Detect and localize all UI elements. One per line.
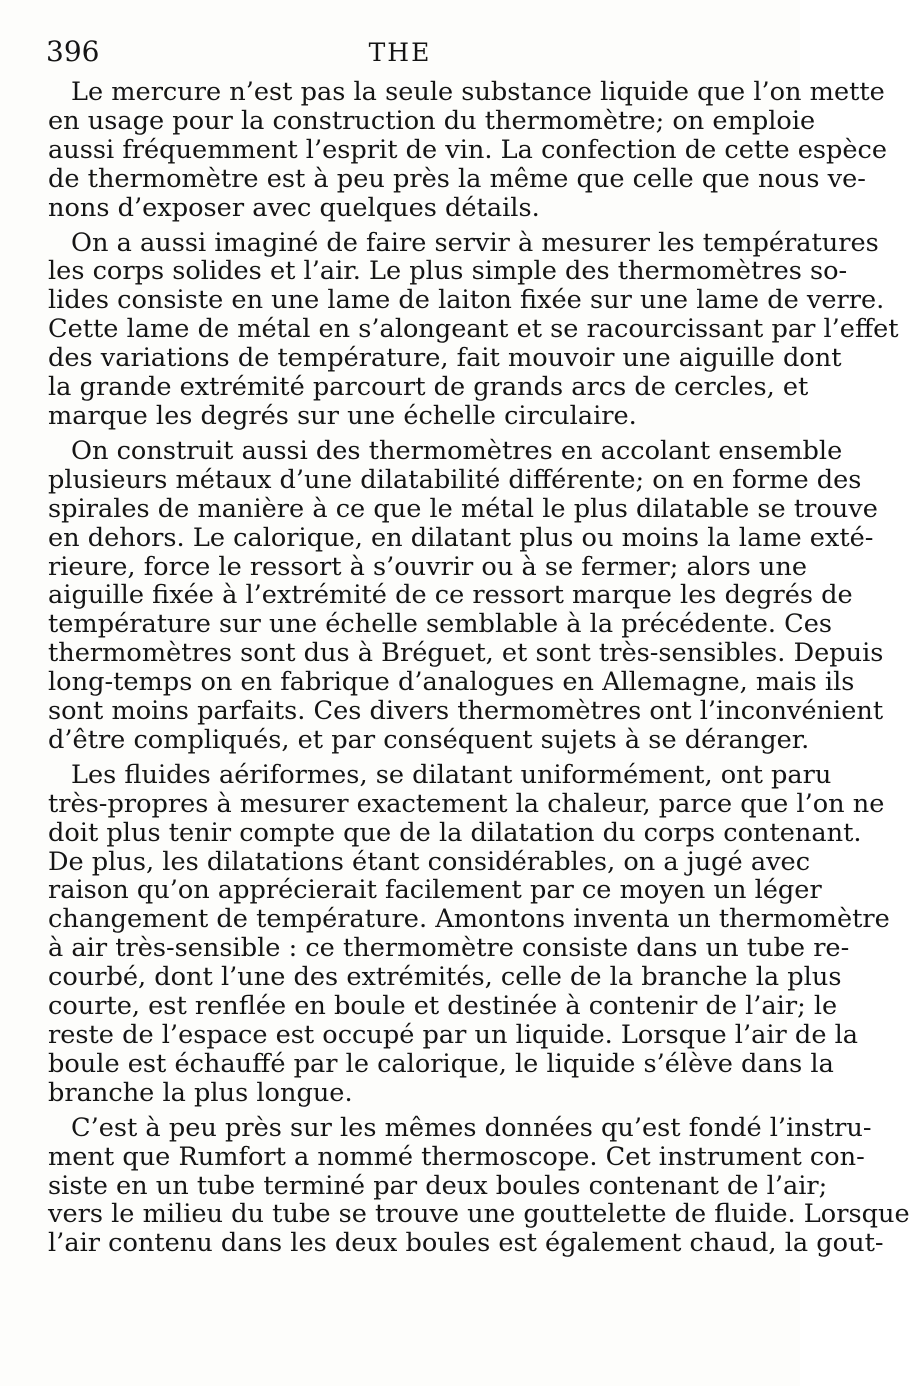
page-header [46,36,754,76]
text-line: très-propres à mesurer exactement la chaleur, parce que l’on ne [48,788,885,819]
text-line: les corps solides et l’air. Le plus simple des thermomètres so- [48,256,848,287]
text-line: d’être compliqués, et par conséquent sujets à se déranger. [48,724,810,755]
text-line: courte, est renflée en boule et destinée à contenir de l’air; le [48,991,838,1022]
paragraph-aeriform-fluids [48,759,890,1108]
text-line: Cette lame de métal en s’alongeant et se racourcissant par l’effet [48,314,899,345]
text-line: lides consiste en une lame de laiton fixée sur une lame de verre. [48,285,885,316]
text-line: reste de l’espace est occupé par un liquide. Lorsque l’air de la [48,1020,859,1050]
text-line: courbé, dont l’une des extrémités, celle de la branche la plus [48,962,842,993]
text-line: à air très-sensible : ce thermomètre consiste dans un tube re- [48,933,850,964]
text-line: changement de température. Amontons inventa un thermomètre [48,904,890,935]
text-line: On construit aussi des thermomètres en accolant ensemble [71,435,843,466]
text-line: On a aussi imaginé de faire servir à mesurer les températures [71,227,879,258]
text-line: la grande extrémité parcourt de grands arcs de cercles, et [48,372,809,403]
body-text [48,77,910,1264]
text-line: Le mercure n’est pas la seule substance liquide que l’on mette [71,77,885,107]
text-line: plusieurs métaux d’une dilatabilité différente; on en forme des [48,464,862,495]
text-line: en usage pour la construction du thermomètre; on emploie [48,105,816,136]
text-line: en dehors. Le calorique, en dilatant plus ou moins la lame exté- [48,522,874,553]
text-line: marque les degrés sur une échelle circulaire. [48,400,637,431]
paragraph-solid-thermometers [48,227,899,431]
text-line: sont moins parfaits. Ces divers thermomètres ont l’inconvénient [48,696,884,727]
text-line: C’est à peu près sur les mêmes données qu’est fondé l’instru- [71,1112,872,1143]
text-line: rieure, force le ressort à s’ouvrir ou à se fermer; alors une [48,551,807,582]
paragraph-liquids [48,77,888,223]
paragraph-metal-thermometers [48,435,884,755]
text-line: raison qu’on apprécierait facilement par ce moyen un léger [48,875,822,906]
text-line: thermomètres sont dus à Bréguet, et sont très-sensibles. Depuis [48,638,884,669]
text-line: aiguille fixée à l’extrémité de ce ressort marque les degrés de [48,580,853,611]
paragraph-thermoscope [48,1112,910,1259]
text-line: l’air contenu dans les deux boules est également chaud, la gout- [48,1228,884,1259]
text-line: vers le milieu du tube se trouve une gouttelette de fluide. Lorsque [48,1199,910,1230]
text-line: nons d’exposer avec quelques détails. [48,192,540,223]
text-line: des variations de température, fait mouvoir une aiguille dont [48,343,842,374]
text-line: aussi fréquemment l’esprit de vin. La confection de cette espèce [48,134,888,165]
text-line: doit plus tenir compte que de la dilatation du corps contenant. [48,817,862,848]
text-line: siste en un tube terminé par deux boules contenant de l’air; [48,1170,828,1201]
text-line: De plus, les dilatations étant considérables, on a jugé avec [48,846,811,877]
text-line: branche la plus longue. [48,1077,353,1108]
text-line: ment que Rumfort a nommé thermoscope. Cet instrument con- [48,1141,865,1172]
text-line: spirales de manière à ce que le métal le plus dilatable se trouve [48,493,878,524]
text-line: long-temps on en fabrique d’analogues en Allemagne, mais ils [48,667,855,698]
text-line: Les fluides aériformes, se dilatant uniformément, ont paru [71,759,832,790]
page-number: 396 [46,35,100,68]
text-line: boule est échauffé par le calorique, le liquide s’élève dans la [48,1048,834,1079]
text-line: température sur une échelle semblable à la précédente. Ces [48,609,833,640]
text-line: de thermomètre est à peu près la même que celle que nous ve- [48,163,866,194]
running-head: THE [368,38,432,67]
